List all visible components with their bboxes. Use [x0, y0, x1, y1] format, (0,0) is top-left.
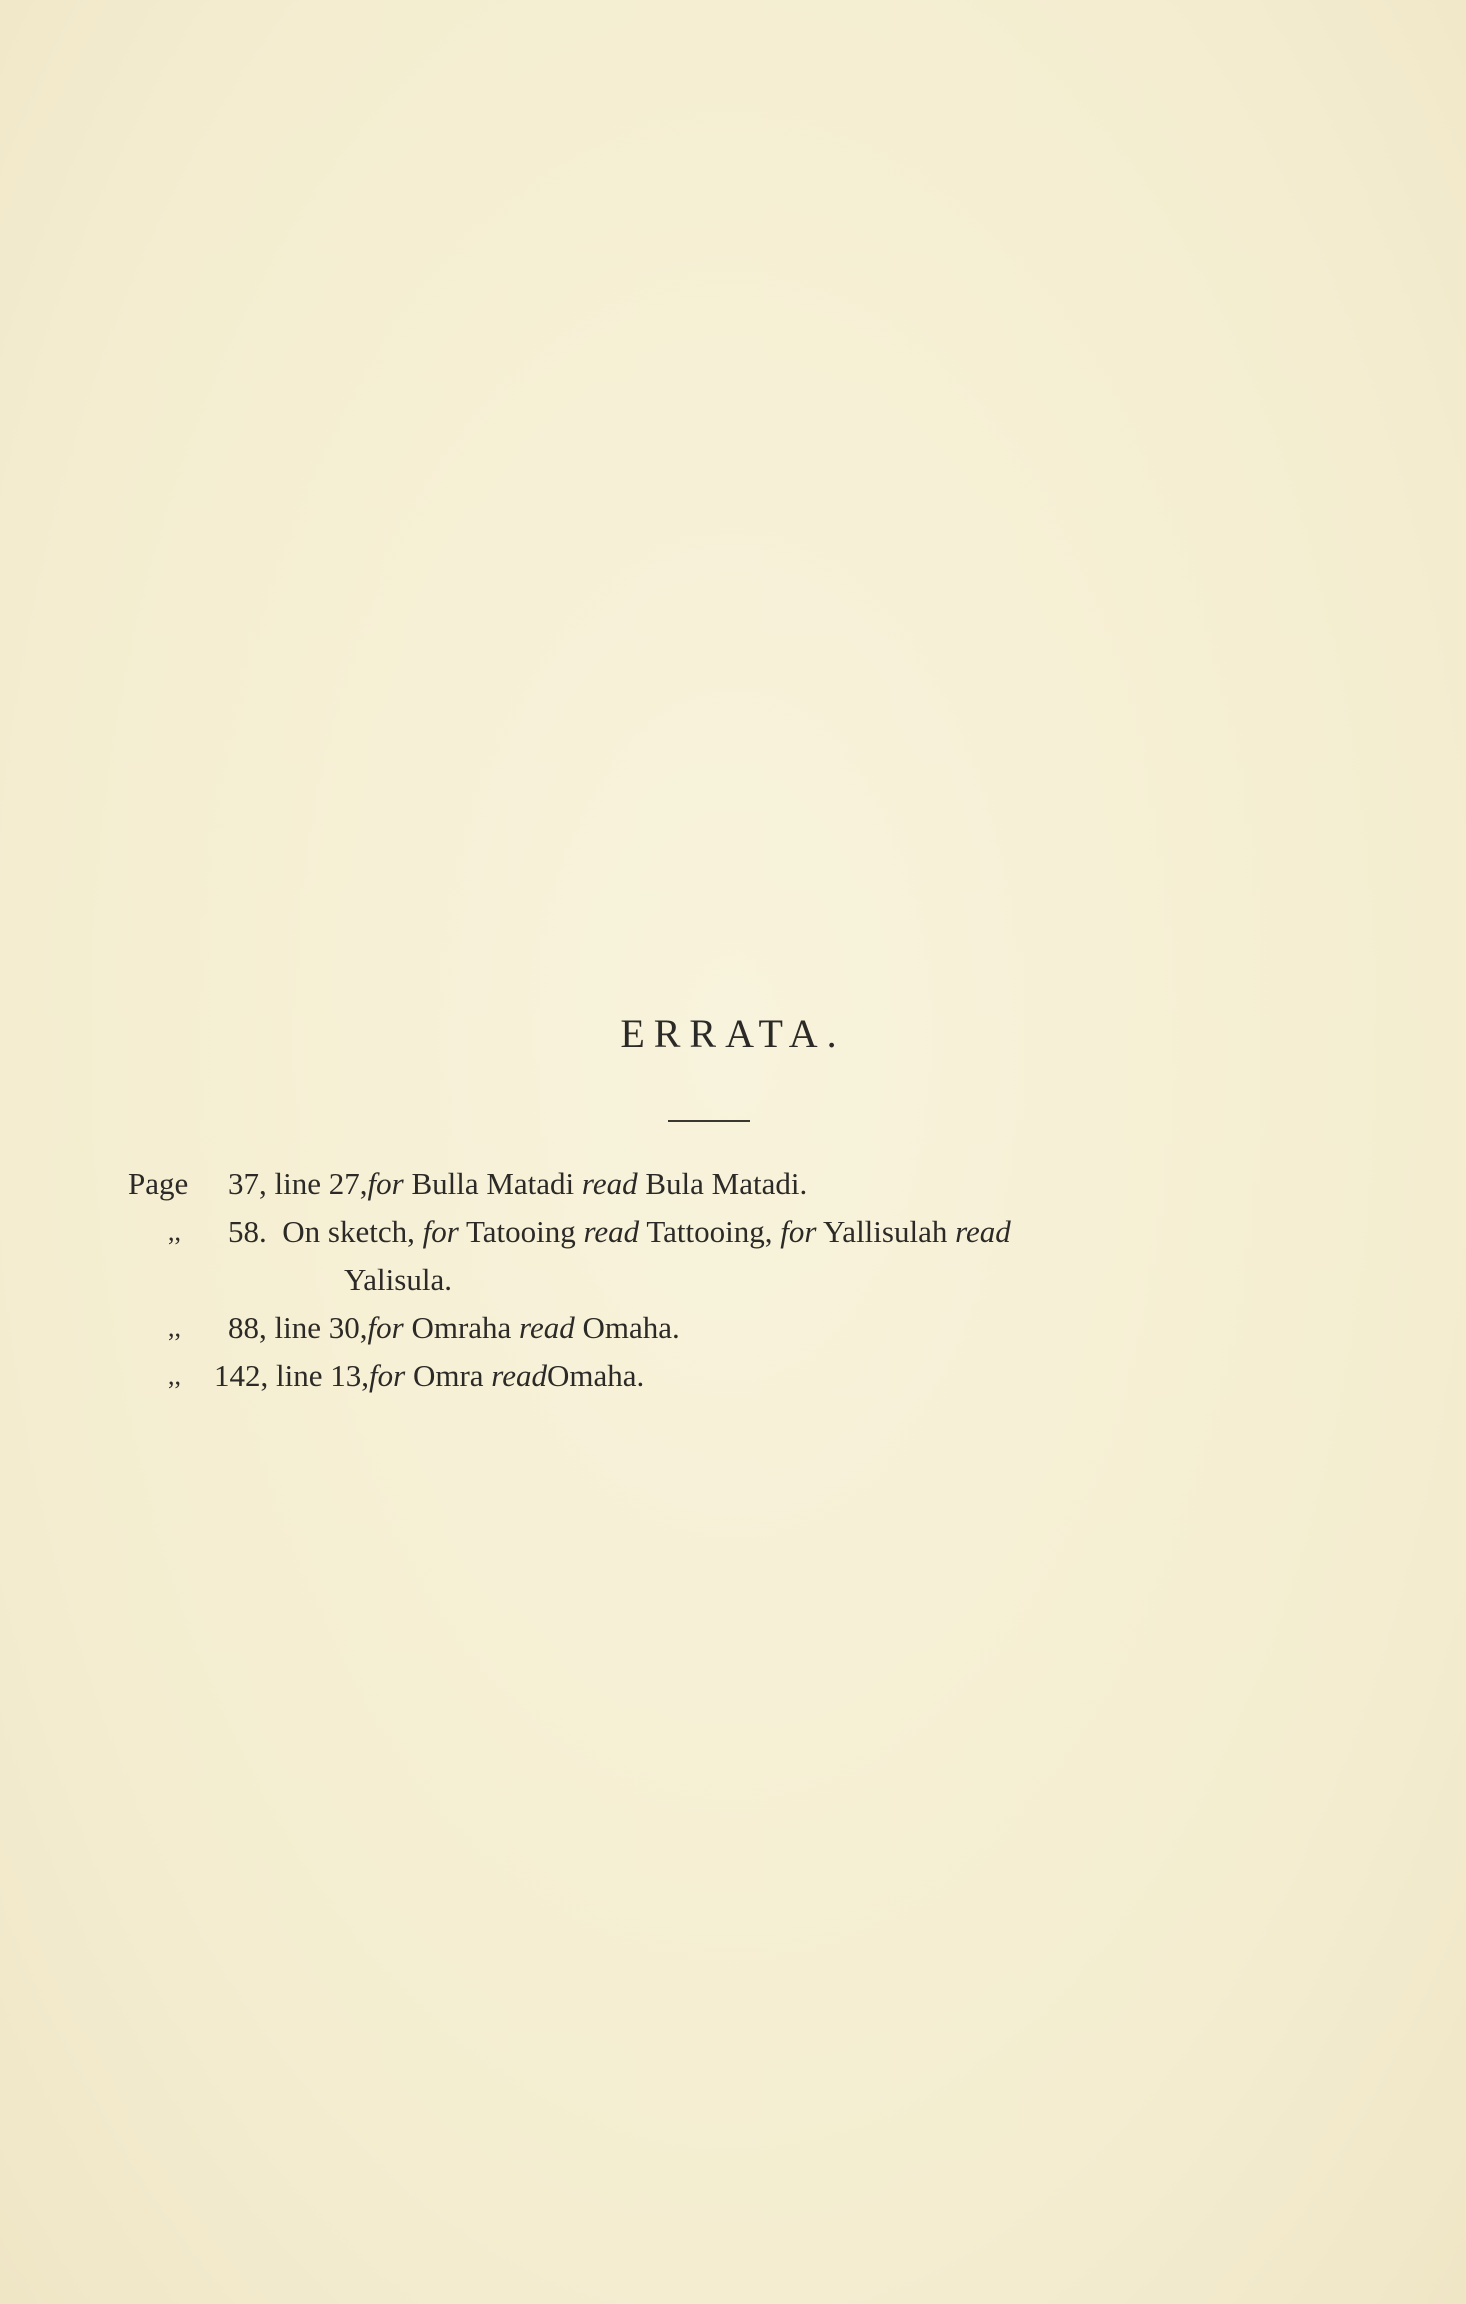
errata-entry: [128, 1304, 1328, 1352]
entry-lead: ,,: [168, 1217, 181, 1246]
title-rule: [668, 1120, 750, 1122]
entry-part: Omra: [405, 1358, 492, 1393]
entry-part: Omaha.: [546, 1358, 645, 1393]
for-word: for: [369, 1358, 406, 1393]
entry-part: Tatooing: [458, 1214, 584, 1249]
page-number: 142,: [214, 1358, 269, 1393]
page-number: 58.: [228, 1214, 267, 1249]
entry-part: Omaha.: [574, 1310, 680, 1345]
entry-part: Tattooing,: [639, 1214, 781, 1249]
entry-part: Bulla Matadi: [403, 1166, 582, 1201]
page-number: 37,: [228, 1166, 267, 1201]
errata-title: ERRATA.: [620, 1011, 846, 1056]
entry-text: [228, 1304, 680, 1352]
errata-entry: [128, 1352, 1328, 1400]
entry-lead: ,,: [168, 1313, 181, 1342]
errata-entry: [128, 1208, 1328, 1304]
entry-continuation: Yalisula.: [344, 1262, 452, 1297]
entry-text: [228, 1160, 807, 1208]
entry-part: Yallisulah: [816, 1214, 956, 1249]
errata-list: [128, 1160, 1328, 1400]
entry-part: Bula Matadi.: [637, 1166, 808, 1201]
entry-text: [214, 1352, 644, 1400]
entry-part: line 27,: [266, 1166, 368, 1201]
read-word: read: [583, 1214, 640, 1249]
entry-lead: ,,: [168, 1361, 181, 1390]
for-word: for: [367, 1310, 404, 1345]
for-word: for: [422, 1214, 459, 1249]
for-word: for: [367, 1166, 404, 1201]
errata-entry: [128, 1160, 1328, 1208]
read-word: read: [519, 1310, 575, 1345]
entry-part: On sketch,: [266, 1214, 423, 1249]
entry-lead: Page: [128, 1166, 189, 1201]
read-word: read: [491, 1358, 547, 1393]
page-number: 88,: [228, 1310, 267, 1345]
entry-text: [228, 1208, 1011, 1256]
entry-part: Omraha: [403, 1310, 520, 1345]
read-word: read: [581, 1166, 638, 1201]
read-word: read: [955, 1214, 1011, 1249]
entry-part: line 30,: [266, 1310, 368, 1345]
for-word: for: [780, 1214, 817, 1249]
entry-part: line 13,: [268, 1358, 369, 1393]
